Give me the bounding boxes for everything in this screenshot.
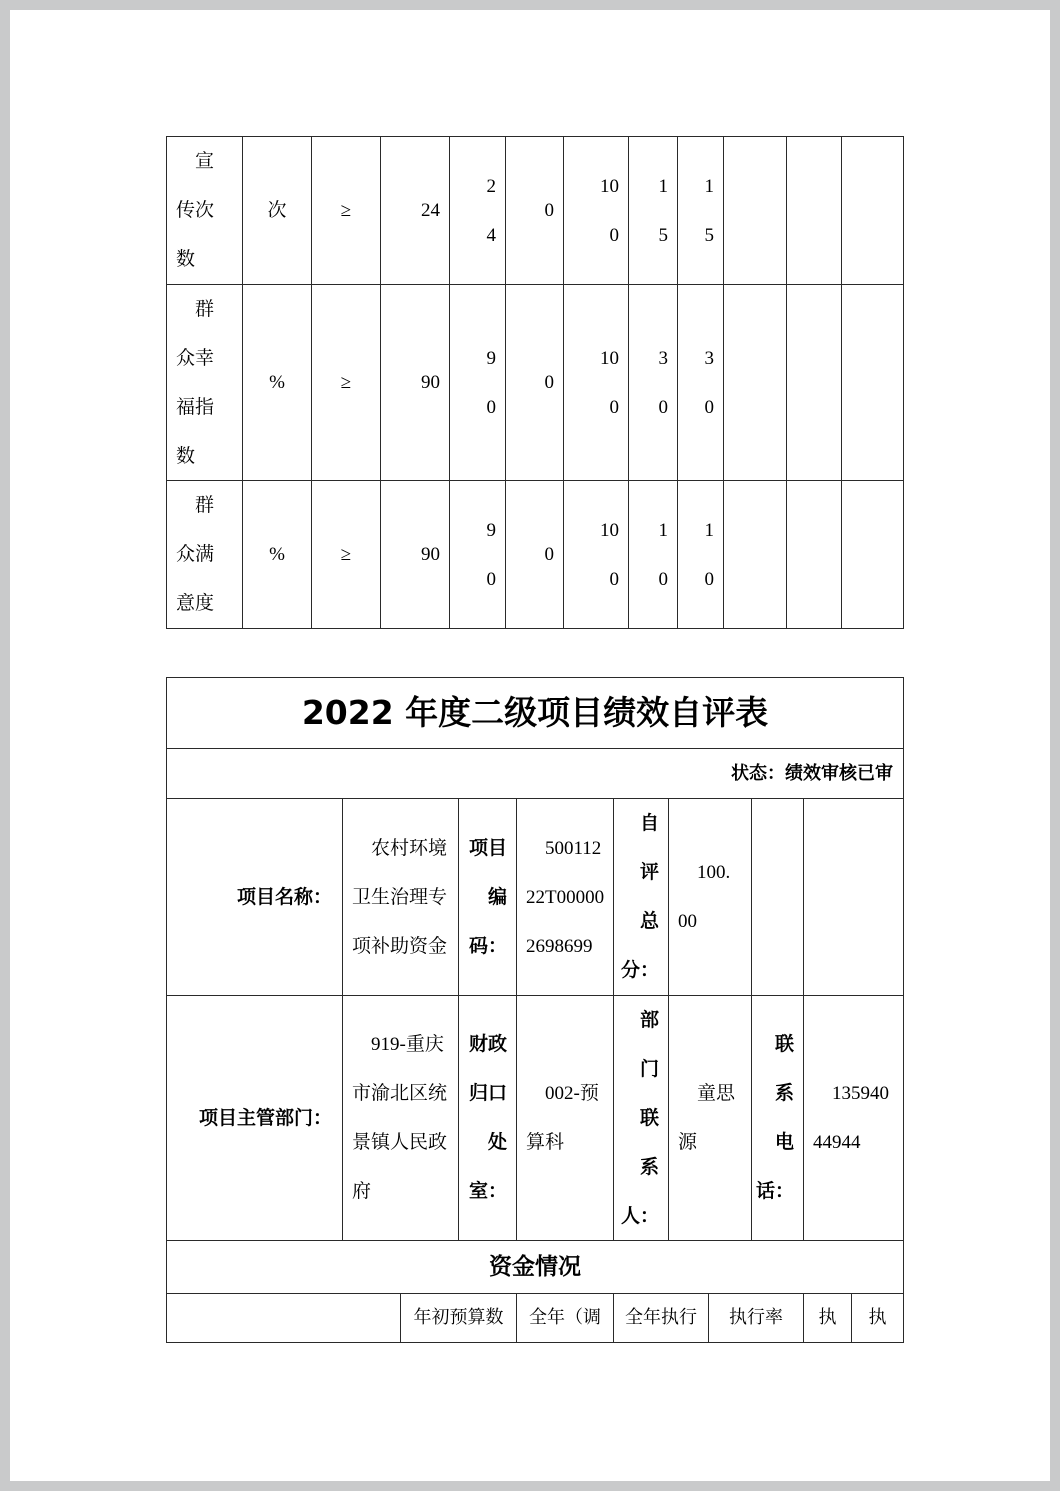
- text-line: 部: [639, 1008, 659, 1031]
- text-line: 群: [195, 298, 215, 320]
- unit-value: %: [269, 372, 285, 393]
- text-line: 群: [195, 495, 215, 516]
- dept-value: [343, 1020, 458, 1216]
- value-cell: [564, 481, 629, 628]
- empty-cell: [724, 285, 787, 480]
- text-line: 联: [774, 1033, 794, 1055]
- text-line: 9: [486, 519, 496, 541]
- text-line: 意度: [176, 593, 215, 614]
- target-value: 90: [421, 544, 440, 565]
- finance-office-cell: [517, 996, 614, 1240]
- column-header-cell: [709, 1294, 804, 1342]
- empty-cell: [167, 1294, 401, 1342]
- text-line: 4: [486, 224, 496, 246]
- form-title-row: [167, 678, 903, 749]
- text-line: 100.: [697, 862, 731, 883]
- empty-cell: [804, 799, 903, 995]
- phone-cell: [804, 996, 903, 1240]
- text-line: 9: [486, 347, 496, 369]
- text-line: 人：: [620, 1204, 659, 1227]
- text-line: 0: [658, 568, 668, 590]
- column-header-cell: [401, 1294, 517, 1342]
- funds-columns-row: [167, 1294, 903, 1342]
- funds-heading: 资金情况: [489, 1254, 581, 1280]
- finance-office-label-cell: [459, 996, 517, 1240]
- actual-value: [450, 162, 505, 260]
- cell-value: [629, 334, 677, 432]
- operator-value: ≥: [340, 544, 352, 565]
- cell-value: [629, 162, 677, 260]
- text-line: 10: [600, 347, 619, 369]
- text-line: 电: [774, 1131, 794, 1153]
- dept-cell: [343, 996, 459, 1240]
- text-line: 景镇人民政: [352, 1132, 448, 1153]
- phone-label: [752, 1020, 803, 1216]
- text-line: 10: [600, 175, 619, 197]
- cell-value: [678, 506, 723, 604]
- text-line: 室：: [468, 1180, 507, 1202]
- phone-value: [804, 1069, 903, 1167]
- text-line: 0: [609, 396, 619, 418]
- status-text: 状态：绩效审核已审: [731, 762, 893, 784]
- column-header: 执: [818, 1307, 837, 1328]
- text-line: 编: [487, 885, 507, 908]
- text-line: 2698699: [526, 935, 593, 957]
- project-name-row: [167, 799, 903, 996]
- value-cell: [678, 481, 724, 628]
- empty-cell: [724, 137, 787, 284]
- project-name-label-cell: [167, 799, 343, 995]
- cell-value: [678, 334, 723, 432]
- empty-cell: [787, 137, 842, 284]
- column-header-cell: [804, 1294, 852, 1342]
- text-line: 0: [658, 396, 668, 418]
- text-line: 总: [639, 910, 659, 932]
- text-line: 0: [609, 224, 619, 246]
- project-code-value: [517, 824, 613, 971]
- score-value: [669, 848, 751, 946]
- target-value: 90: [421, 372, 440, 393]
- text-line: 5: [704, 224, 714, 246]
- text-line: 135940: [832, 1083, 889, 1104]
- form-title: 2022 年度二级项目绩效自评表: [301, 693, 769, 732]
- text-line: 0: [486, 396, 496, 418]
- text-line: 项补助资金: [352, 935, 448, 957]
- value-cell: [506, 285, 564, 480]
- text-line: 0: [704, 568, 714, 590]
- cell-value: [564, 506, 628, 604]
- text-line: 财政: [468, 1033, 507, 1055]
- text-line: 1: [704, 175, 714, 197]
- status-cell: [167, 749, 903, 798]
- project-name-cell: [343, 799, 459, 995]
- column-header: 全年（调: [529, 1307, 601, 1328]
- empty-cell: [724, 481, 787, 628]
- column-header-cell: [517, 1294, 614, 1342]
- text-line: 众幸: [176, 347, 215, 369]
- text-line: 评: [639, 861, 659, 883]
- text-line: 002-预: [545, 1083, 599, 1104]
- cell-value: 0: [544, 544, 554, 565]
- column-header: 执行率: [729, 1307, 783, 1328]
- indicator-name: [167, 285, 242, 480]
- text-line: 1: [704, 519, 714, 541]
- column-header-cell: [614, 1294, 709, 1342]
- value-cell: [678, 285, 724, 480]
- project-code-label: [459, 824, 516, 971]
- text-line: 自: [639, 812, 659, 834]
- actual-cell: [450, 481, 506, 628]
- target-cell: [381, 285, 450, 480]
- text-line: 福指: [176, 396, 215, 418]
- text-line: 项目: [468, 836, 507, 859]
- text-line: 00: [678, 911, 697, 932]
- finance-office-label: [459, 1020, 516, 1216]
- text-line: 44944: [813, 1132, 861, 1153]
- text-line: 传次: [176, 200, 215, 221]
- indicator-name: [167, 481, 242, 628]
- text-line: 数: [176, 249, 196, 270]
- text-line: 卫生治理专: [352, 886, 448, 908]
- text-line: 系: [639, 1155, 659, 1178]
- value-cell: [629, 481, 678, 628]
- text-line: 919-重庆: [371, 1034, 444, 1055]
- text-line: 市渝北区统: [352, 1083, 448, 1104]
- score-label-cell: [614, 799, 669, 995]
- dept-label: 项目主管部门：: [198, 1106, 332, 1129]
- text-line: 农村环境: [371, 837, 448, 859]
- text-line: 话：: [755, 1180, 794, 1202]
- indicator-cell: [167, 481, 243, 628]
- score-label: [614, 799, 668, 995]
- indicator-cell: [167, 137, 243, 284]
- text-line: 0: [609, 568, 619, 590]
- target-value: 24: [421, 200, 440, 221]
- funds-heading-row: [167, 1241, 903, 1294]
- contact-label: [614, 996, 668, 1240]
- project-code-cell: [517, 799, 614, 995]
- text-line: 分：: [620, 959, 659, 981]
- form-title-cell: [167, 678, 903, 748]
- text-line: 500112: [545, 837, 602, 859]
- project-name-value: [343, 824, 458, 971]
- value-cell: [629, 285, 678, 480]
- funds-heading-cell: [167, 1241, 903, 1293]
- table-row: [167, 137, 903, 285]
- actual-cell: [450, 137, 506, 284]
- text-line: 0: [704, 396, 714, 418]
- finance-office-value: [517, 1069, 613, 1167]
- contact-cell: [669, 996, 752, 1240]
- text-line: 3: [658, 347, 668, 369]
- target-cell: [381, 137, 450, 284]
- value-cell: [629, 137, 678, 284]
- empty-cell: [787, 285, 842, 480]
- operator-value: ≥: [340, 200, 352, 221]
- text-line: 门: [639, 1057, 659, 1080]
- unit-value: 次: [267, 200, 287, 221]
- value-cell: [564, 137, 629, 284]
- indicator-table: [166, 136, 904, 629]
- target-cell: [381, 481, 450, 628]
- contact-value: [669, 1069, 751, 1167]
- text-line: 童思: [697, 1083, 736, 1104]
- status-row: [167, 749, 903, 799]
- table-row: [167, 481, 903, 628]
- empty-cell: [752, 799, 804, 995]
- text-line: 10: [600, 519, 619, 541]
- text-line: 1: [658, 175, 668, 197]
- cell-value: 0: [544, 372, 554, 393]
- unit-cell: [243, 137, 312, 284]
- unit-cell: [243, 481, 312, 628]
- column-header-cell: [852, 1294, 903, 1342]
- empty-cell: [842, 137, 903, 284]
- table-row: [167, 285, 903, 481]
- dept-label-cell: [167, 996, 343, 1240]
- text-line: 1: [658, 519, 668, 541]
- unit-cell: [243, 285, 312, 480]
- cell-value: [564, 334, 628, 432]
- column-header: 年初预算数: [413, 1307, 504, 1328]
- text-line: 算科: [526, 1132, 565, 1153]
- actual-value: [450, 334, 505, 432]
- text-line: 0: [486, 568, 496, 590]
- unit-value: %: [269, 544, 285, 565]
- text-line: 3: [704, 347, 714, 369]
- text-line: 源: [678, 1132, 698, 1153]
- text-line: 众满: [176, 544, 215, 565]
- cell-value: 0: [544, 200, 554, 221]
- empty-cell: [787, 481, 842, 628]
- department-row: [167, 996, 903, 1241]
- column-header: 执: [868, 1307, 887, 1328]
- operator-cell: [312, 285, 381, 480]
- project-name-label: 项目名称：: [236, 885, 332, 908]
- value-cell: [564, 285, 629, 480]
- text-line: 5: [658, 224, 668, 246]
- cell-value: [678, 162, 723, 260]
- text-line: 2: [486, 175, 496, 197]
- text-line: 码：: [468, 934, 507, 957]
- column-header: 全年执行: [625, 1307, 697, 1328]
- contact-label-cell: [614, 996, 669, 1240]
- self-evaluation-form: [166, 677, 904, 1343]
- value-cell: [506, 481, 564, 628]
- text-line: 府: [352, 1181, 372, 1202]
- actual-value: [450, 506, 505, 604]
- phone-label-cell: [752, 996, 804, 1240]
- text-line: 22T00000: [526, 886, 605, 908]
- empty-cell: [842, 285, 903, 480]
- text-line: 宣: [195, 151, 215, 172]
- text-line: 处: [487, 1131, 507, 1153]
- text-line: 数: [176, 445, 196, 467]
- empty-cell: [842, 481, 903, 628]
- project-code-label-cell: [459, 799, 517, 995]
- value-cell: [678, 137, 724, 284]
- cell-value: [564, 162, 628, 260]
- operator-value: ≥: [340, 372, 352, 393]
- value-cell: [506, 137, 564, 284]
- score-cell: [669, 799, 752, 995]
- text-line: 系: [774, 1082, 794, 1104]
- operator-cell: [312, 137, 381, 284]
- cell-value: [629, 506, 677, 604]
- indicator-name: [167, 137, 242, 284]
- operator-cell: [312, 481, 381, 628]
- text-line: 归口: [468, 1082, 507, 1104]
- actual-cell: [450, 285, 506, 480]
- text-line: 联: [639, 1106, 659, 1129]
- indicator-cell: [167, 285, 243, 480]
